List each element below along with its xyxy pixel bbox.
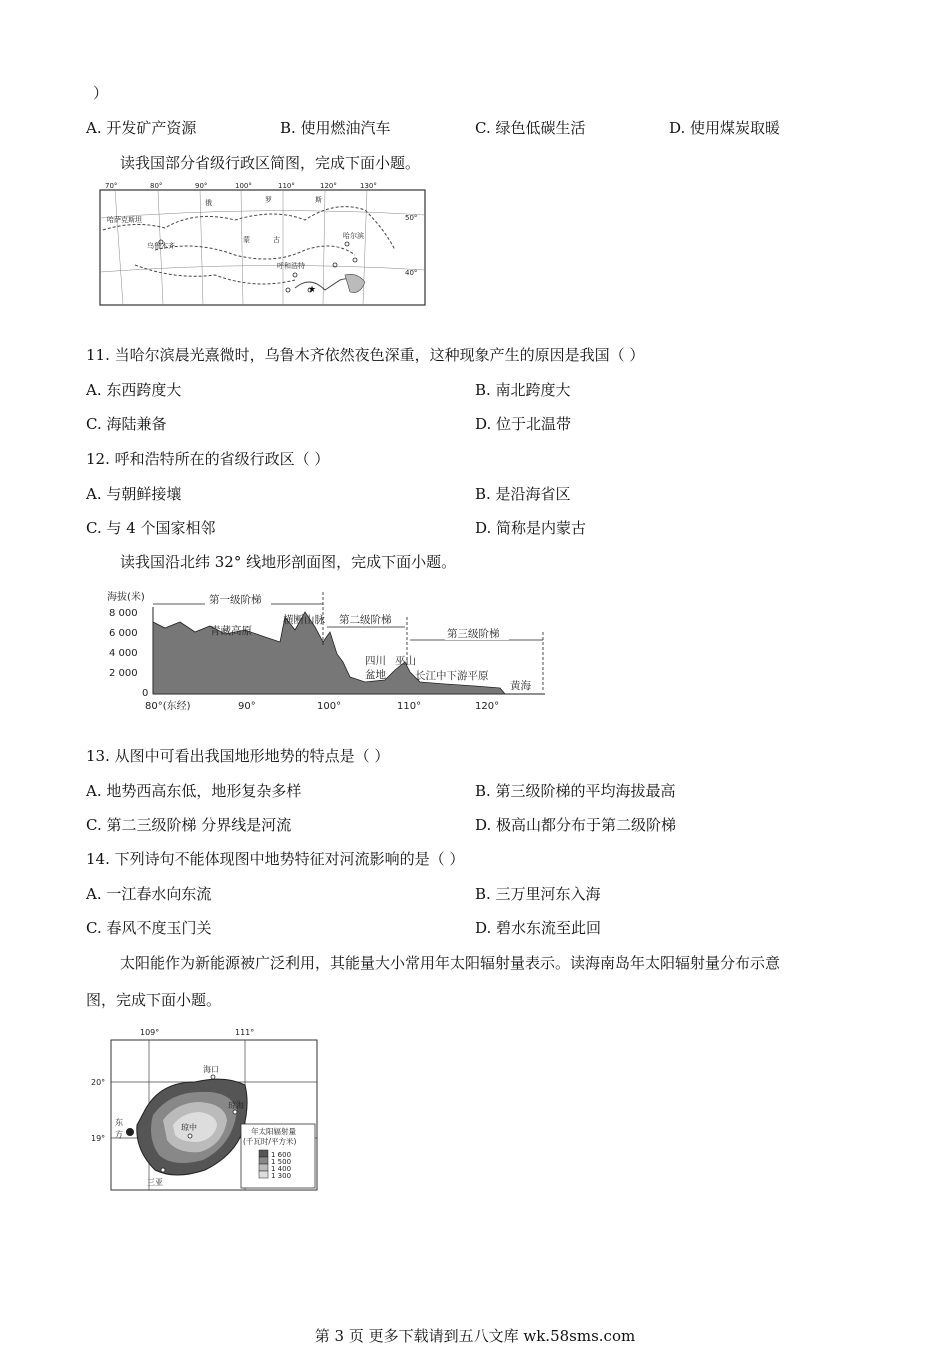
lon-label: 100°: [235, 182, 252, 190]
x-tick: 110°: [397, 701, 422, 712]
q10-option-a: A. 开发矿产资源: [86, 119, 197, 137]
q10-option-c: C. 绿色低碳生活: [475, 119, 586, 137]
place-qiongzhong: 琼中: [181, 1123, 197, 1132]
q11-option-a: A. 东西跨度大: [86, 381, 182, 399]
q13-option-c: C. 第二三级阶梯 分界线是河流: [86, 816, 292, 834]
page-footer: 第 3 页 更多下载请到五八文库 wk.58sms.com: [314, 1327, 636, 1345]
province-map: [95, 180, 440, 310]
q10-option-d: D. 使用煤炭取暖: [669, 119, 781, 137]
place-harbin: 哈尔滨: [343, 232, 364, 240]
place-mongolia-2: 古: [273, 236, 280, 244]
place-sanya: 三亚: [147, 1178, 163, 1187]
intro-solar-line1: 太阳能作为新能源被广泛利用，其能量大小常用年太阳辐射量表示。读海南岛年太阳辐射量分布示意: [120, 954, 781, 972]
svg-text:★: ★: [308, 285, 317, 295]
q14-option-c: C. 春风不度玉门关: [86, 919, 212, 937]
legend-value: 1 300: [271, 1172, 292, 1180]
q11-stem: 11. 当哈尔滨晨光熹微时，乌鲁木齐依然夜色深重，这种现象产生的原因是我国（ ）: [86, 346, 645, 364]
lat-label: 40°: [405, 269, 418, 277]
lon-label: 90°: [195, 182, 208, 190]
x-tick: 90°: [238, 701, 256, 712]
q12-option-b: B. 是沿海省区: [475, 485, 571, 503]
q12-option-a: A. 与朝鲜接壤: [86, 485, 182, 503]
q11-option-d: D. 位于北温带: [475, 415, 572, 433]
hainan-solar-map: [85, 1020, 325, 1195]
legend-value: 1 500: [271, 1158, 292, 1166]
lon-label: 109°: [140, 1028, 160, 1037]
lon-label: 80°: [150, 182, 163, 190]
legend-title-2: (千瓦时/平方米): [243, 1137, 297, 1146]
q12-option-d: D. 简称是内蒙古: [475, 519, 587, 537]
q11-option-b: B. 南北跨度大: [475, 381, 571, 399]
q14-option-b: B. 三万里河东入海: [475, 885, 601, 903]
place-dongfang-2: 方: [115, 1130, 123, 1139]
lat-label: 50°: [405, 214, 418, 222]
step-label-2: 第二级阶梯: [339, 614, 392, 626]
q14-stem: 14. 下列诗句不能体现图中地势特征对河流影响的是（ ）: [86, 850, 465, 868]
place-kazakhstan: 哈萨克斯坦: [107, 216, 142, 224]
label-yellow-sea: 黄海: [510, 680, 531, 692]
place-russia-2: 罗: [265, 196, 272, 204]
lon-label: 130°: [360, 182, 377, 190]
place-mongolia-1: 蒙: [243, 236, 250, 244]
y-tick: 4 000: [109, 648, 138, 659]
lon-label: 111°: [235, 1028, 255, 1037]
q11-option-c: C. 海陆兼备: [86, 415, 167, 433]
y-tick: 2 000: [109, 668, 138, 679]
intro-map-question: 读我国部分省级行政区简图，完成下面小题。: [120, 154, 421, 172]
step-label-3: 第三级阶梯: [447, 628, 500, 640]
label-basin: 盆地: [365, 669, 386, 681]
q12-option-c: C. 与 4 个国家相邻: [86, 519, 216, 537]
x-tick: 80°(东经): [145, 701, 191, 712]
intro-profile-question: 读我国沿北纬 32° 线地形剖面图，完成下面小题。: [120, 553, 457, 571]
terrain-profile: [105, 582, 565, 717]
place-urumqi: 乌鲁木齐: [147, 242, 175, 250]
legend-title-1: 年太阳辐射量: [251, 1127, 296, 1136]
step-label-1: 第一级阶梯: [209, 594, 262, 606]
lon-label: 120°: [320, 182, 337, 190]
question-continuation: ）: [93, 84, 109, 102]
place-dongfang-1: 东: [115, 1118, 123, 1127]
lat-label: 19°: [91, 1134, 106, 1143]
y-tick: 8 000: [109, 608, 138, 619]
lat-label: 20°: [91, 1078, 106, 1087]
y-axis-title: 海拔(米): [107, 592, 145, 603]
place-russia-1: 俄: [205, 199, 212, 207]
q13-option-a: A. 地势西高东低，地形复杂多样: [86, 782, 302, 800]
q12-stem: 12. 呼和浩特所在的省级行政区（ ）: [86, 450, 330, 468]
y-tick: 0: [142, 688, 149, 699]
place-qionghai: 琼海: [228, 1101, 244, 1110]
label-sichuan: 四川: [365, 655, 386, 667]
place-russia-3: 斯: [315, 196, 322, 204]
place-hohhot: 呼和浩特: [277, 262, 305, 270]
q10-option-b: B. 使用燃油汽车: [280, 119, 391, 137]
q14-option-d: D. 碧水东流至此回: [475, 919, 602, 937]
label-yangtze-plain: 长江中下游平原: [415, 670, 489, 682]
x-tick: 120°: [475, 701, 500, 712]
q13-option-d: D. 极高山都分布于第二级阶梯: [475, 816, 677, 834]
place-haikou: 海口: [203, 1065, 219, 1074]
y-tick: 6 000: [109, 628, 138, 639]
q14-option-a: A. 一江春水向东流: [86, 885, 212, 903]
lon-label: 70°: [105, 182, 118, 190]
lon-label: 110°: [278, 182, 295, 190]
label-qingzang: 青藏高原: [210, 625, 252, 637]
legend-value: 1 400: [271, 1165, 292, 1173]
label-wushan: 巫山: [395, 655, 416, 667]
intro-solar-line2: 图，完成下面小题。: [86, 991, 222, 1009]
legend-value: 1 600: [271, 1151, 292, 1159]
label-hengduan: 横断山脉: [283, 614, 325, 626]
q13-stem: 13. 从图中可看出我国地形地势的特点是（ ）: [86, 747, 390, 765]
x-tick: 100°: [317, 701, 342, 712]
q13-option-b: B. 第三级阶梯的平均海拔最高: [475, 782, 676, 800]
